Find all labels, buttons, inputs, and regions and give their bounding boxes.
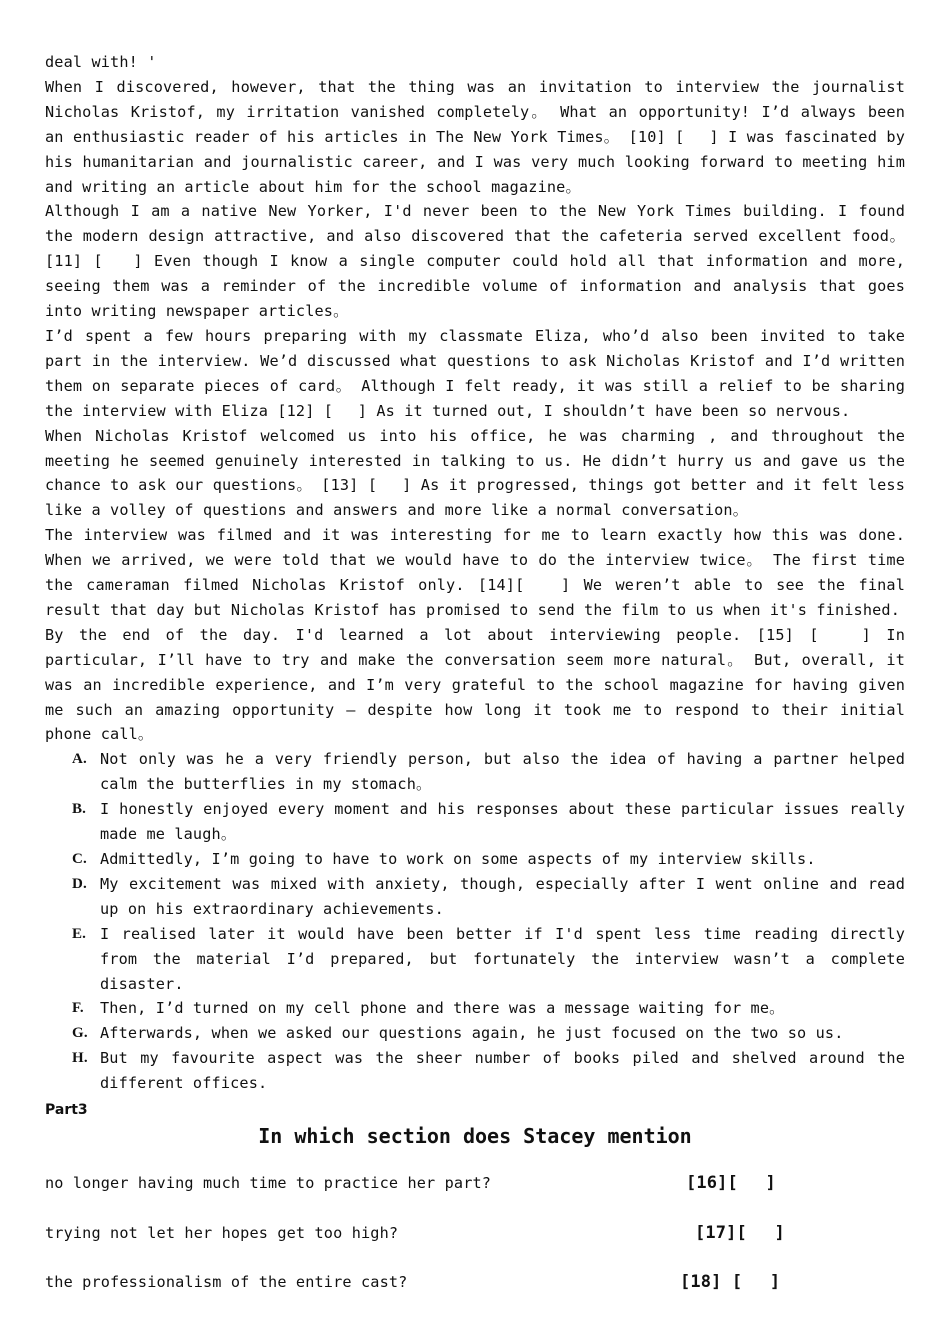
passage-line-closing-quote: deal with! ' [45,53,157,71]
option-h [45,1046,905,1096]
option-g [45,1021,905,1046]
question-18-text: the professionalism of the entire cast? [45,1273,408,1292]
part3-question-list [45,1171,905,1320]
passage-paragraph-invitation: When I discovered, however, that the thing was an invitation to interview the journalist Nicholas Kristof, my irritation vanished completely。 What an opportunity! I’d always been an enthusiastic reader of his articles in The New York Times。 [10] [ ] I was fascinated by his humanitarian and journalistic career, and I was very much looking forward to meeting him and writing an article about him for the school magazine。 [45,77,905,196]
passage-paragraph-filming: The interview was filmed and it was interesting for me to learn exactly how this was done. When we arrived, we were told that we would have to do the interview twice。 The first time the cameraman filmed Nicholas Kristof only. [14][ ] We weren’t able to see the final result that day but Nicholas Kristof has promised to send the film to us when it's finished. [45,526,905,619]
option-f-letter: F. [72,1000,84,1017]
question-row-18 [45,1270,905,1320]
option-h-letter: H. [72,1050,88,1067]
part3-section-title: In which section does Stacey mention [258,1124,692,1149]
option-c-letter: C. [72,851,87,867]
passage-paragraph-office: When Nicholas Kristof welcomed us into his office, he was charming , and throughout the meeting he seemed genuinely interested in talking to us. He didn’t hurry us and gave us the chance to ask our questions。 [13] [ ] As it progressed, things got better and it felt less like a volley of questions and answers and more like a normal conversation。 [45,426,905,520]
option-d [45,872,905,922]
question-16-answer-blank[interactable]: [16][ ] [686,1173,776,1194]
question-16-text: no longer having much time to practice her part? [45,1174,492,1193]
option-a-letter: A. [72,751,87,768]
option-a [45,747,905,797]
reading-passage [45,50,905,747]
option-d-letter: D. [72,875,87,892]
option-h-text: But my favourite aspect was the sheer number of books piled and shelved around the different offices. [100,1049,905,1093]
option-d-text: My excitement was mixed with anxiety, though, especially after I went online and read up on his extraordinary achievements. [100,874,905,918]
option-c-text: Admittedly, I’m going to have to work on some aspects of my interview skills. [100,850,816,868]
option-a-text: Not only was he a very friendly person, but also the idea of having a partner helped calm the butterflies in my stomach。 [100,750,905,794]
document-page [45,50,905,1320]
passage-paragraph-preparation: I’d spent a few hours preparing with my classmate Eliza, who’d also been invited to take part in the interview. We’d discussed what questions to ask Nicholas Kristof and I’d written them on separate pieces of card。 Although I felt ready, it was still a relief to be sharing the interview with Eliza [12] [ ] As it turned out, I shouldn’t have been so nervous. [45,326,905,420]
question-18-answer-blank[interactable]: [18] [ ] [680,1272,781,1293]
question-17-answer-blank[interactable]: [17][ ] [695,1222,785,1243]
passage-paragraph-conclusion: By the end of the day. I'd learned a lot about interviewing people. [15] [ ] In particular, I’ll have to try and make the conversation seem more natural。 But, overall, it was an incredible experience, and I’m very grateful to the school magazine for having given me such an amazing opportunity – despite how long it took me to respond to their initial phone call。 [45,625,905,744]
question-row-16 [45,1171,905,1221]
part3-label: Part3 [45,1102,88,1119]
option-g-letter: G. [72,1025,88,1042]
option-b [45,797,905,847]
option-c [45,847,905,872]
option-f-text: Then, I’d turned on my cell phone and there was a message waiting for me。 [100,999,785,1018]
option-b-letter: B. [72,801,87,818]
option-g-text: Afterwards, when we asked our questions again, he just focused on the two so us. [100,1024,844,1043]
question-row-17 [45,1221,905,1271]
question-17-text: trying not let her hopes get too high? [45,1223,399,1242]
option-e-text: I realised later it would have been better if I'd spent less time reading directly from the material I’d prepared, but fortunately the interview wasn’t a complete disaster. [100,924,905,993]
option-e-letter: E. [72,925,87,942]
option-e [45,922,905,997]
option-b-text: I honestly enjoyed every moment and his responses about these particular issues really made me laugh。 [100,800,905,844]
passage-paragraph-building: Although I am a native New Yorker, I'd never been to the New York Times building. I found the modern design attractive, and also discovered that the cafeteria served excellent food。 [11] [ ] Even though I know a single computer could hold all that information and more, seeing them was a reminder of the incredible volume of information and analysis that goes into writing newspaper articles。 [45,202,905,321]
option-f [45,996,905,1021]
answer-options-list [45,747,905,1096]
